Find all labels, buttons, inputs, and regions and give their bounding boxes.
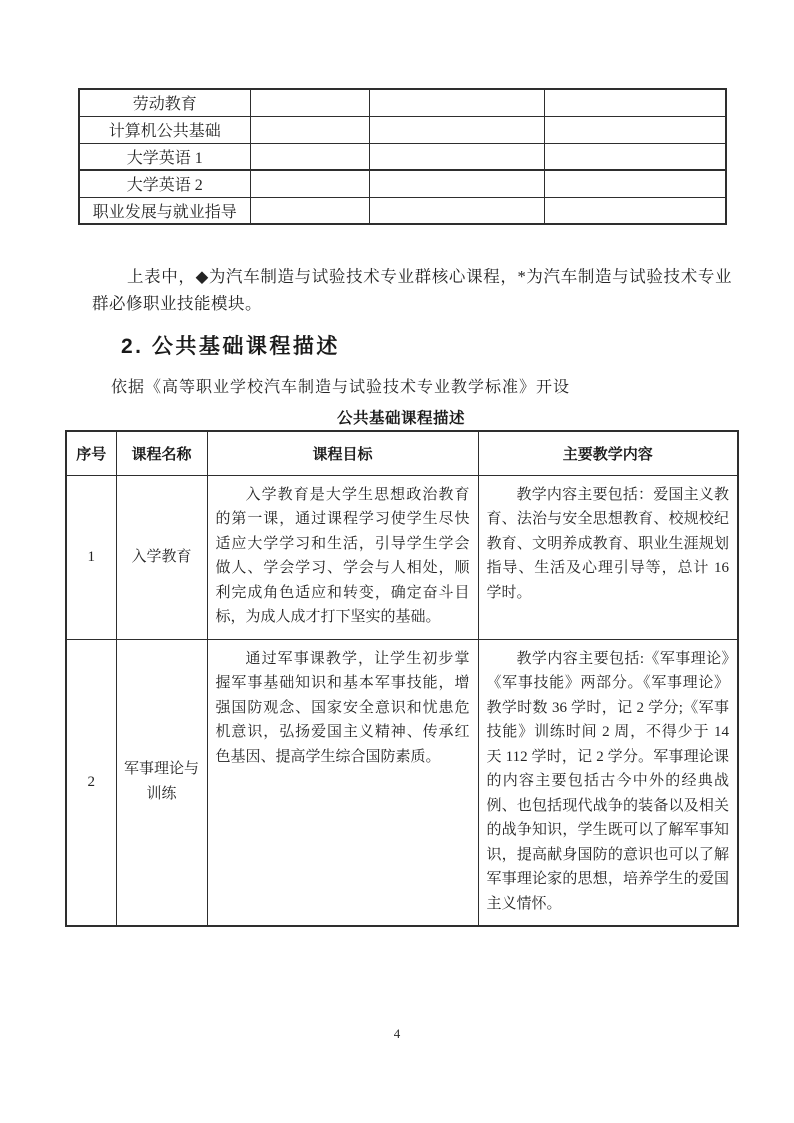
- teaching-content-cell: [478, 475, 738, 639]
- header-cell-number: 序号: [66, 431, 116, 475]
- course-description-table: [65, 430, 739, 927]
- empty-cell: [369, 197, 544, 224]
- header-cell-course-target: 课程目标: [207, 431, 478, 475]
- row-number-cell: 1: [66, 475, 116, 639]
- header-cell-teaching-content: 主要教学内容: [478, 431, 738, 475]
- table-title: 公共基础课程描述: [336, 410, 465, 427]
- empty-cell: [250, 197, 369, 224]
- course-name-cell: 大学英语 2: [79, 170, 250, 197]
- table-row: [79, 197, 726, 224]
- course-target-text: 通过军事课教学，让学生初步掌握军事基础知识和基本军事技能，增强国防观念、国家安全意识和忧患危机意识，弘扬爱国主义精神、传承红色基因、提高学生综合国防素质。: [215, 650, 470, 765]
- row-number-cell: 2: [66, 639, 116, 926]
- empty-cell: [250, 89, 369, 116]
- header-cell-course-name: 课程名称: [116, 431, 207, 475]
- course-name-cell: 职业发展与就业指导: [79, 197, 250, 224]
- note-paragraph: 上表中，◆为汽车制造与试验技术专业群核心课程，*为汽车制造与试验技术专业群必修职业技能模块。: [92, 267, 732, 313]
- table-row: [79, 89, 726, 116]
- table-row: [79, 116, 726, 143]
- course-target-cell: [207, 639, 478, 926]
- empty-cell: [250, 170, 369, 197]
- empty-cell: [544, 197, 726, 224]
- empty-cell: [369, 143, 544, 170]
- section-heading: 2. 公共基础课程描述: [121, 335, 340, 358]
- teaching-content-text: 教学内容主要包括：爱国主义教育、法治与安全思想教育、校规校纪教育、文明养成教育、职业生涯规划指导、生活及心理引导等，总计 16 学时。: [486, 486, 729, 601]
- empty-cell: [250, 116, 369, 143]
- course-name-cell: 入学教育: [116, 475, 207, 639]
- teaching-content-cell: [478, 639, 738, 926]
- course-name-cell: 劳动教育: [79, 89, 250, 116]
- teaching-content-text: 教学内容主要包括:《军事理论》《军事技能》两部分。《军事理论》教学时数 36 学时，记 2 学分;《军事技能》训练时间 2 周，不得少于 14 天 112 学时，记 2 学分。军事理论课的内容主要包括古今中外的经典战例、也包括现代战争的装备以及相关的战争知识，学生既可以了解军事知识，提高献身国防的意识也可以了解军事理论家的思想，培养学生的爱国主义情怀。: [486, 650, 729, 912]
- empty-cell: [369, 89, 544, 116]
- empty-cell: [544, 116, 726, 143]
- course-target-cell: [207, 475, 478, 639]
- page-number: 4: [393, 1026, 401, 1041]
- table-row: [79, 143, 726, 170]
- empty-cell: [250, 143, 369, 170]
- table-row: [66, 475, 738, 639]
- empty-cell: [544, 143, 726, 170]
- course-target-text: 入学教育是大学生思想政治教育的第一课，通过课程学习使学生尽快适应大学学习和生活，引导学生学会做人、学会学习、学会与人相处，顺利完成角色适应和转变，确定奋斗目标，为成人成才打下坚实的基础。: [215, 486, 470, 625]
- table-row: [79, 170, 726, 197]
- empty-cell: [369, 116, 544, 143]
- empty-cell: [369, 170, 544, 197]
- course-name-cell: 计算机公共基础: [79, 116, 250, 143]
- intro-paragraph: 依据《高等职业学校汽车制造与试验技术专业教学标准》开设: [111, 379, 571, 396]
- course-name-cell: 军事理论与训练: [116, 639, 207, 926]
- table-row: [66, 639, 738, 926]
- course-schedule-table: [78, 88, 727, 225]
- empty-cell: [544, 170, 726, 197]
- empty-cell: [544, 89, 726, 116]
- header-row: [66, 431, 738, 475]
- course-name-cell: 大学英语 1: [79, 143, 250, 170]
